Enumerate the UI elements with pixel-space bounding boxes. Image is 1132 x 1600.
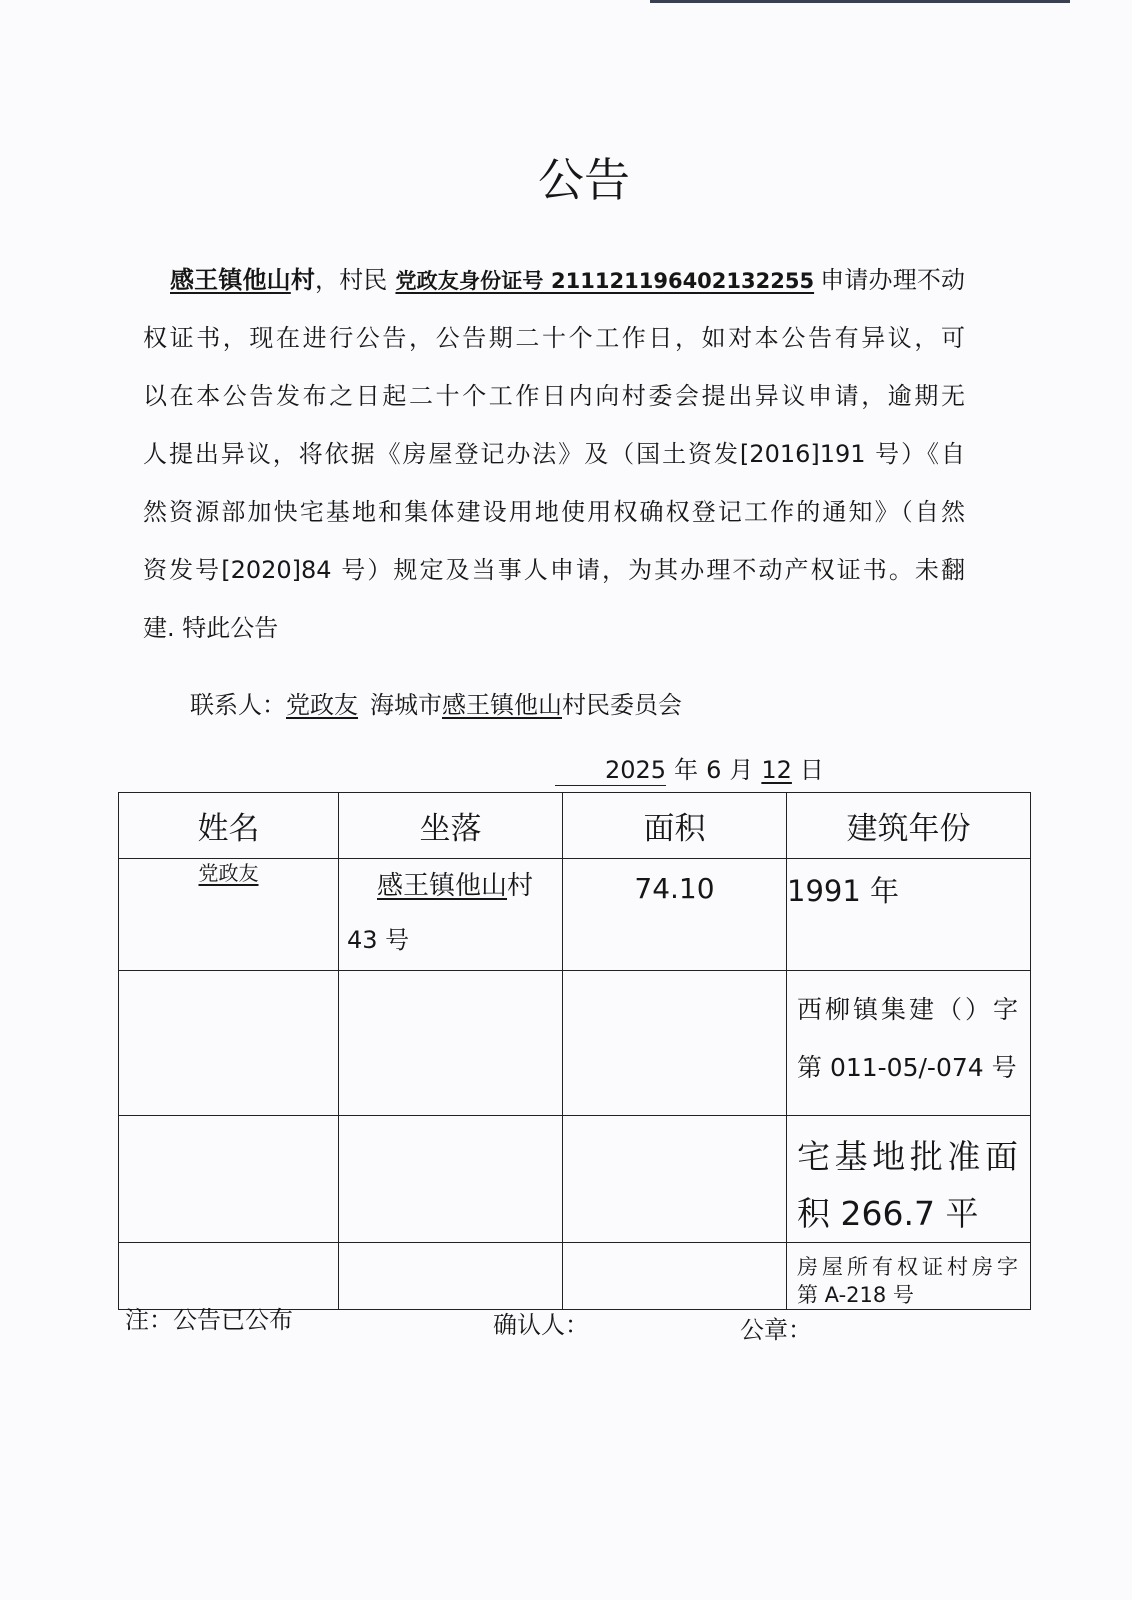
header-area: 面积: [563, 793, 787, 859]
approved-area-line-1: 宅基地批准面: [797, 1137, 1018, 1176]
location-suffix: 村: [507, 871, 534, 901]
approved-area-cell: [787, 1116, 1031, 1243]
date-month: 6: [706, 756, 722, 784]
ownership-cert-line-1: 房屋所有权证村房字: [797, 1255, 1018, 1279]
header-location: 坐落: [339, 793, 563, 859]
notice-line-6: 资发号[2020]84 号）规定及当事人申请，为其办理不动产权证书。未翻: [143, 556, 965, 584]
table-row: [119, 1116, 1031, 1243]
permit-line-1: 西柳镇集建（）字: [797, 995, 1018, 1024]
date-month-label: 月: [729, 756, 754, 784]
villager-label: ，村民: [314, 266, 388, 294]
location-line-1: [339, 859, 562, 913]
empty-cell: [119, 971, 339, 1116]
owner-cell: [119, 859, 339, 971]
date-day-label: 日: [799, 756, 824, 784]
notice-body: [143, 251, 965, 657]
footer-seal-label: 公章：: [740, 1316, 812, 1344]
contact-city: 海城市: [370, 691, 442, 719]
empty-cell: [563, 971, 787, 1116]
table-row: [119, 971, 1031, 1116]
approved-area-line-2: 积 266.7 平: [797, 1194, 979, 1233]
village-suffix: 村: [290, 266, 315, 294]
date-year-label: 年: [674, 756, 699, 784]
table-row: [119, 1243, 1031, 1310]
empty-cell: [563, 1116, 787, 1243]
header-build-year: 建筑年份: [787, 793, 1031, 859]
table-header-row: [119, 793, 1031, 859]
contact-label: 联系人：: [190, 691, 286, 719]
header-name: 姓名: [119, 793, 339, 859]
date-day: 12: [761, 756, 792, 784]
empty-cell: [563, 1243, 787, 1310]
notice-date: [555, 748, 824, 792]
table-row: [119, 859, 1031, 971]
notice-line-1: [143, 251, 965, 309]
empty-cell: [119, 1243, 339, 1310]
ownership-cert-note: [787, 1243, 1030, 1309]
page-title: 公告: [538, 153, 630, 207]
village-name: 感王镇他山: [170, 266, 291, 294]
location-village: 感王镇他山: [377, 871, 508, 901]
footer-note: 注：公告已公布: [125, 1306, 293, 1334]
request-text: 申请办理不动: [820, 266, 965, 294]
contact-committee: 村民委员会: [562, 691, 682, 719]
empty-cell: [339, 1243, 563, 1310]
location-cell: [339, 859, 563, 971]
applicant-id: 党政友身份证号 211121196402132255: [395, 269, 815, 293]
notice-line-7: 建. 特此公告: [143, 614, 279, 642]
permit-cell: [787, 971, 1031, 1116]
contact-line: [190, 682, 682, 728]
date-year: 2025: [555, 756, 666, 786]
notice-line-5: 然资源部加快宅基地和集体建设用地使用权确权登记工作的通知》（自然: [143, 498, 965, 526]
area-cell: 74.10: [563, 859, 787, 971]
empty-cell: [119, 1116, 339, 1243]
owner-name: 党政友: [198, 861, 259, 885]
notice-line-2: 权证书，现在进行公告，公告期二十个工作日，如对本公告有异议，可: [143, 324, 965, 352]
scan-edge: [650, 0, 1070, 3]
notice-line-3: 以在本公告发布之日起二十个工作日内向村委会提出异议申请，逾期无: [143, 382, 965, 410]
approved-area-note: [787, 1116, 1030, 1242]
empty-cell: [339, 1116, 563, 1243]
notice-line-4: 人提出异议，将依据《房屋登记办法》及（国土资发[2016]191 号）《自: [143, 440, 965, 468]
permit-line-2: 第 011-05/-074 号: [797, 1053, 1017, 1082]
build-year-cell: 1991 年: [787, 859, 1031, 971]
contact-village: 感王镇他山: [442, 691, 562, 719]
ownership-cert-cell: [787, 1243, 1031, 1310]
contact-name: 党政友: [286, 691, 358, 719]
ownership-cert-line-2: 第 A-218 号: [797, 1283, 914, 1307]
empty-cell: [339, 971, 563, 1116]
property-table: [118, 792, 1031, 1310]
footer-confirmer-label: 确认人：: [493, 1311, 589, 1339]
location-number: 43 号: [347, 926, 410, 954]
permit-note: [787, 971, 1030, 1097]
